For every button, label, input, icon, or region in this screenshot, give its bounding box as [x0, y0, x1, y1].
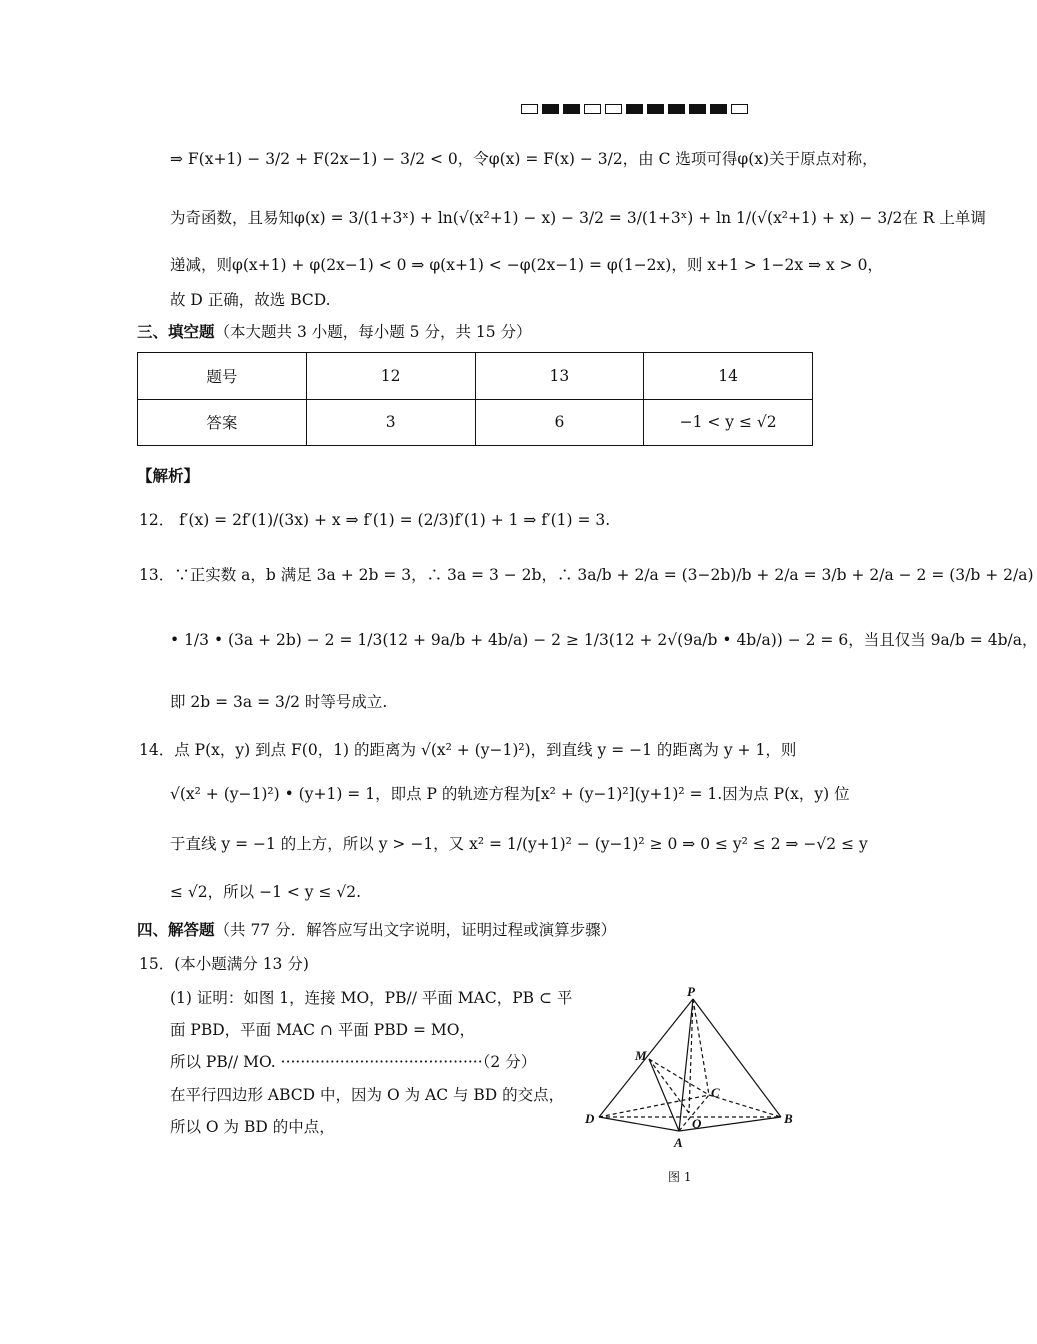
text-line: ⇒ F(x+1) − 3/2 + F(2x−1) − 3/2 < 0，令φ(x) = F(x) − 3/2，由 C 选项可得φ(x)关于原点对称，: [170, 150, 878, 168]
q15-line: 所以 PB// MO. ·········································（2 分）: [170, 1053, 537, 1071]
q14-line: √(x² + (y−1)²) • (y+1) = 1，即点 P 的轨迹方程为[x² + (y−1)²](y+1)² = 1.因为点 P(x，y) 位: [170, 785, 850, 803]
text-line: 递减，则φ(x+1) + φ(2x−1) < 0 ⇒ φ(x+1) < −φ(2x−1) = φ(1−2x)，则 x+1 > 1−2x ⇒ x > 0，: [170, 256, 883, 274]
q15-line: 面 PBD，平面 MAC ∩ 平面 PBD = MO，: [170, 1021, 475, 1039]
q14-line: 于直线 y = −1 的上方，所以 y > −1，又 x² = 1/(y+1)² − (y−1)² ≥ 0 ⇒ 0 ≤ y² ≤ 2 ⇒ −√2 ≤ y: [170, 835, 868, 853]
section-heading: [137, 320, 532, 342]
q15-head: 15．(本小题满分 13 分): [139, 955, 309, 973]
table-cell: 题号: [138, 353, 307, 400]
table-cell: 6: [475, 399, 644, 446]
table-row: [138, 353, 813, 400]
header-mark: [542, 104, 559, 114]
header-mark: [731, 104, 748, 114]
label-m: M: [635, 1048, 647, 1063]
edge-mo: [649, 1059, 689, 1113]
q15-line: 在平行四边形 ABCD 中，因为 O 为 AC 与 BD 的交点，: [170, 1086, 565, 1104]
edge-da: [599, 1117, 679, 1131]
pyramid-diagram: [585, 985, 805, 1165]
edge-dc: [599, 1095, 709, 1117]
edge-mc: [649, 1059, 709, 1095]
header-mark: [647, 104, 664, 114]
edge-ma: [649, 1059, 679, 1131]
header-mark: [626, 104, 643, 114]
text-line: 为奇函数，且易知φ(x) = 3/(1+3ˣ) + ln(√(x²+1) − x) − 3/2 = 3/(1+3ˣ) + ln 1/(√(x²+1) + x) − 3/2在 R 上单调: [170, 209, 986, 227]
label-a: A: [674, 1135, 683, 1150]
label-d: D: [585, 1111, 595, 1126]
header-mark: [668, 104, 685, 114]
header-mark: [689, 104, 706, 114]
table-row: [138, 399, 813, 446]
table-cell: 13: [475, 353, 644, 400]
section-heading: [137, 918, 616, 940]
edge-cb: [709, 1095, 781, 1117]
q13-line: • 1/3 • (3a + 2b) − 2 = 1/3(12 + 9a/b + 4b/a) − 2 ≥ 1/3(12 + 2√(9a/b • 4b/a)) − 2 = 6，当且仅当 9a/b = 4b/a，: [170, 631, 1037, 649]
table-cell: 3: [306, 399, 475, 446]
header-mark: [521, 104, 538, 114]
header-marks: [521, 104, 748, 114]
q15-line: 所以 O 为 BD 的中点，: [170, 1118, 335, 1136]
section-title: 四、解答题: [137, 920, 215, 939]
table-cell: −1 < y ≤ √2: [644, 399, 813, 446]
section-title: 三、填空题: [137, 322, 215, 341]
header-mark: [710, 104, 727, 114]
analysis-heading: 【解析】: [137, 466, 200, 485]
q13-line: 即 2b = 3a = 3/2 时等号成立.: [170, 693, 388, 711]
table-cell: 答案: [138, 399, 307, 446]
header-mark: [563, 104, 580, 114]
pyramid-figure: [585, 985, 805, 1169]
figure-caption: 图 1: [668, 1170, 692, 1184]
answer-table: [137, 352, 813, 446]
text-line: 故 D 正确，故选 BCD.: [170, 291, 331, 309]
section-note: （共 77 分．解答应写出文字说明，证明过程或演算步骤）: [214, 921, 617, 939]
label-o: O: [692, 1116, 702, 1131]
q13-line: 13．∵正实数 a，b 满足 3a + 2b = 3，∴ 3a = 3 − 2b，∴ 3a/b + 2/a = (3−2b)/b + 2/a = 3/b + 2/a − 2 = (3/b + 2/a): [139, 566, 1034, 584]
header-mark: [605, 104, 622, 114]
section-note: （本大题共 3 小题，每小题 5 分，共 15 分）: [214, 323, 532, 341]
q15-line: (1) 证明：如图 1，连接 MO，PB// 平面 MAC，PB ⊂ 平: [170, 989, 573, 1007]
header-mark: [584, 104, 601, 114]
label-c: C: [711, 1085, 720, 1100]
q12-line: 12． f′(x) = 2f′(1)/(3x) + x ⇒ f′(1) = (2/3)f′(1) + 1 ⇒ f′(1) = 3.: [139, 511, 611, 529]
table-cell: 14: [644, 353, 813, 400]
edge-pc: [693, 999, 709, 1095]
q14-line: ≤ √2，所以 −1 < y ≤ √2.: [170, 883, 362, 901]
table-cell: 12: [306, 353, 475, 400]
q14-line: 14．点 P(x，y) 到点 F(0，1) 的距离为 √(x² + (y−1)²)，到直线 y = −1 的距离为 y + 1，则: [139, 741, 797, 759]
label-p: P: [687, 984, 695, 999]
edge-pb: [693, 999, 781, 1117]
label-b: B: [784, 1111, 793, 1126]
